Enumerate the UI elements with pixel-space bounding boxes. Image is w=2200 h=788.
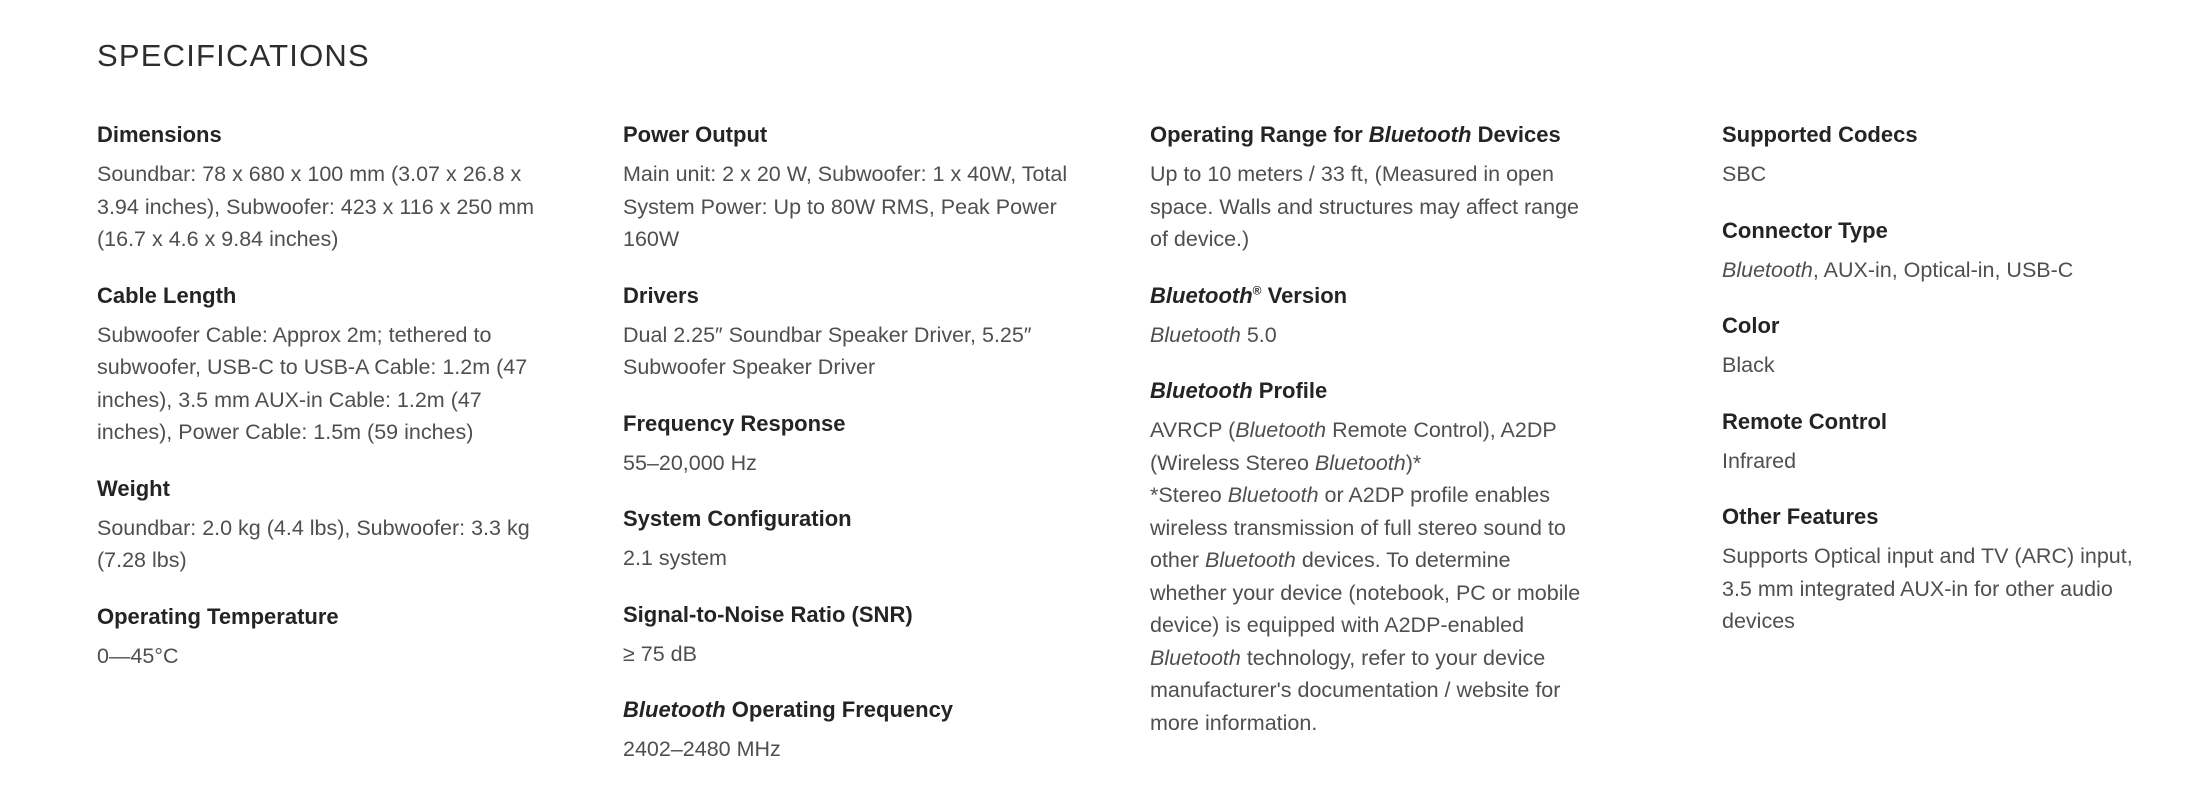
spec-value: Bluetooth 5.0 — [1150, 322, 1277, 347]
spec-value: Infrared — [1722, 448, 1797, 473]
spec-section — [623, 600, 1078, 671]
spec-section — [1150, 120, 1588, 256]
spec-section — [1722, 216, 2147, 287]
spec-heading: Dimensions — [97, 122, 222, 147]
spec-value: Dual 2.25″ Soundbar Speaker Driver, 5.25″ Subwoofer Speaker Driver — [623, 322, 1032, 379]
spec-heading: Signal-to-Noise Ratio (SNR) — [623, 601, 913, 627]
spec-value: SBC — [1722, 162, 1767, 186]
spec-value: Subwoofer Cable: Approx 2m; tethered to subwoofer, USB-C to USB-A Cable: 1.2m (47 inches), 3.5 mm AUX-in Cable: 1.2m (47 inches), Power Cable: 1.5m (59 inches) — [97, 322, 528, 444]
spec-value: Main unit: 2 x 20 W, Subwoofer: 1 x 40W, Total System Power: Up to 80W RMS, Peak Power 160W — [623, 162, 1068, 251]
spec-value: 55–20,000 Hz — [623, 450, 757, 475]
spec-value: AVRCP (Bluetooth Remote Control), A2DP (Wireless Stereo Bluetooth)* *Stereo Bluetooth or A2DP profile enables wireless transmission of full stereo sound to other Bluetooth devices. To determine whether your device (notebook, PC or mobile device) is equipped with A2DP-enabled Bluetooth technology, refer to your device manufacturer's documentation / website for more information. — [1150, 418, 1581, 735]
spec-heading: Cable Length — [97, 282, 237, 308]
spec-value: Soundbar: 2.0 kg (4.4 lbs), Subwoofer: 3.3 kg (7.28 lbs) — [97, 515, 530, 572]
spec-section — [97, 602, 545, 673]
spec-value: 0—45°C — [97, 643, 179, 668]
spec-section — [623, 120, 1078, 256]
spec-heading: Weight — [97, 475, 170, 501]
spec-column-3 — [1150, 120, 1588, 764]
spec-value: Bluetooth, AUX-in, Optical-in, USB-C — [1722, 257, 2074, 282]
spec-section — [623, 281, 1078, 384]
spec-section — [97, 120, 545, 256]
spec-section — [1722, 502, 2147, 638]
spec-column-4 — [1722, 120, 2147, 663]
spec-section — [1722, 311, 2147, 382]
spec-heading: Operating Temperature — [97, 603, 339, 629]
spec-value: ≥ 75 dB — [623, 641, 697, 666]
spec-column-1 — [97, 120, 545, 697]
page-title: SPECIFICATIONS — [97, 38, 370, 73]
spec-heading: Other Features — [1722, 504, 1879, 529]
spec-column-2 — [623, 120, 1078, 788]
spec-heading: Power Output — [623, 122, 768, 147]
spec-heading: Bluetooth Profile — [1150, 378, 1328, 403]
spec-section — [623, 504, 1078, 575]
spec-section — [97, 281, 545, 449]
spec-heading: Bluetooth® Version — [1150, 282, 1348, 308]
spec-value: 2.1 system — [623, 546, 727, 570]
spec-value: Soundbar: 78 x 680 x 100 mm (3.07 x 26.8 x 3.94 inches), Subwoofer: 423 x 116 x 250 mm (16.7 x 4.6 x 9.84 inches) — [97, 162, 535, 251]
spec-heading: Remote Control — [1722, 408, 1887, 434]
spec-heading: Supported Codecs — [1722, 122, 1918, 147]
spec-heading: Operating Range for Bluetooth Devices — [1150, 122, 1561, 147]
spec-section — [1150, 281, 1588, 352]
spec-section — [623, 409, 1078, 480]
spec-value: Black — [1722, 353, 1775, 377]
spec-section — [1150, 376, 1588, 739]
spec-heading: Bluetooth Operating Frequency — [623, 697, 954, 722]
spec-section — [97, 474, 545, 577]
spec-heading: Connector Type — [1722, 217, 1888, 243]
spec-heading: Frequency Response — [623, 410, 846, 436]
spec-heading: System Configuration — [623, 506, 852, 531]
spec-heading: Drivers — [623, 282, 699, 308]
spec-section — [1722, 120, 2147, 191]
spec-value: Up to 10 meters / 33 ft, (Measured in open space. Walls and structures may affect range of device.) — [1150, 162, 1580, 251]
spec-heading: Color — [1722, 313, 1780, 338]
spec-section — [623, 695, 1078, 766]
spec-value: Supports Optical input and TV (ARC) input, 3.5 mm integrated AUX-in for other audio devices — [1722, 544, 2133, 633]
spec-value: 2402–2480 MHz — [623, 737, 781, 761]
spec-section — [1722, 407, 2147, 478]
